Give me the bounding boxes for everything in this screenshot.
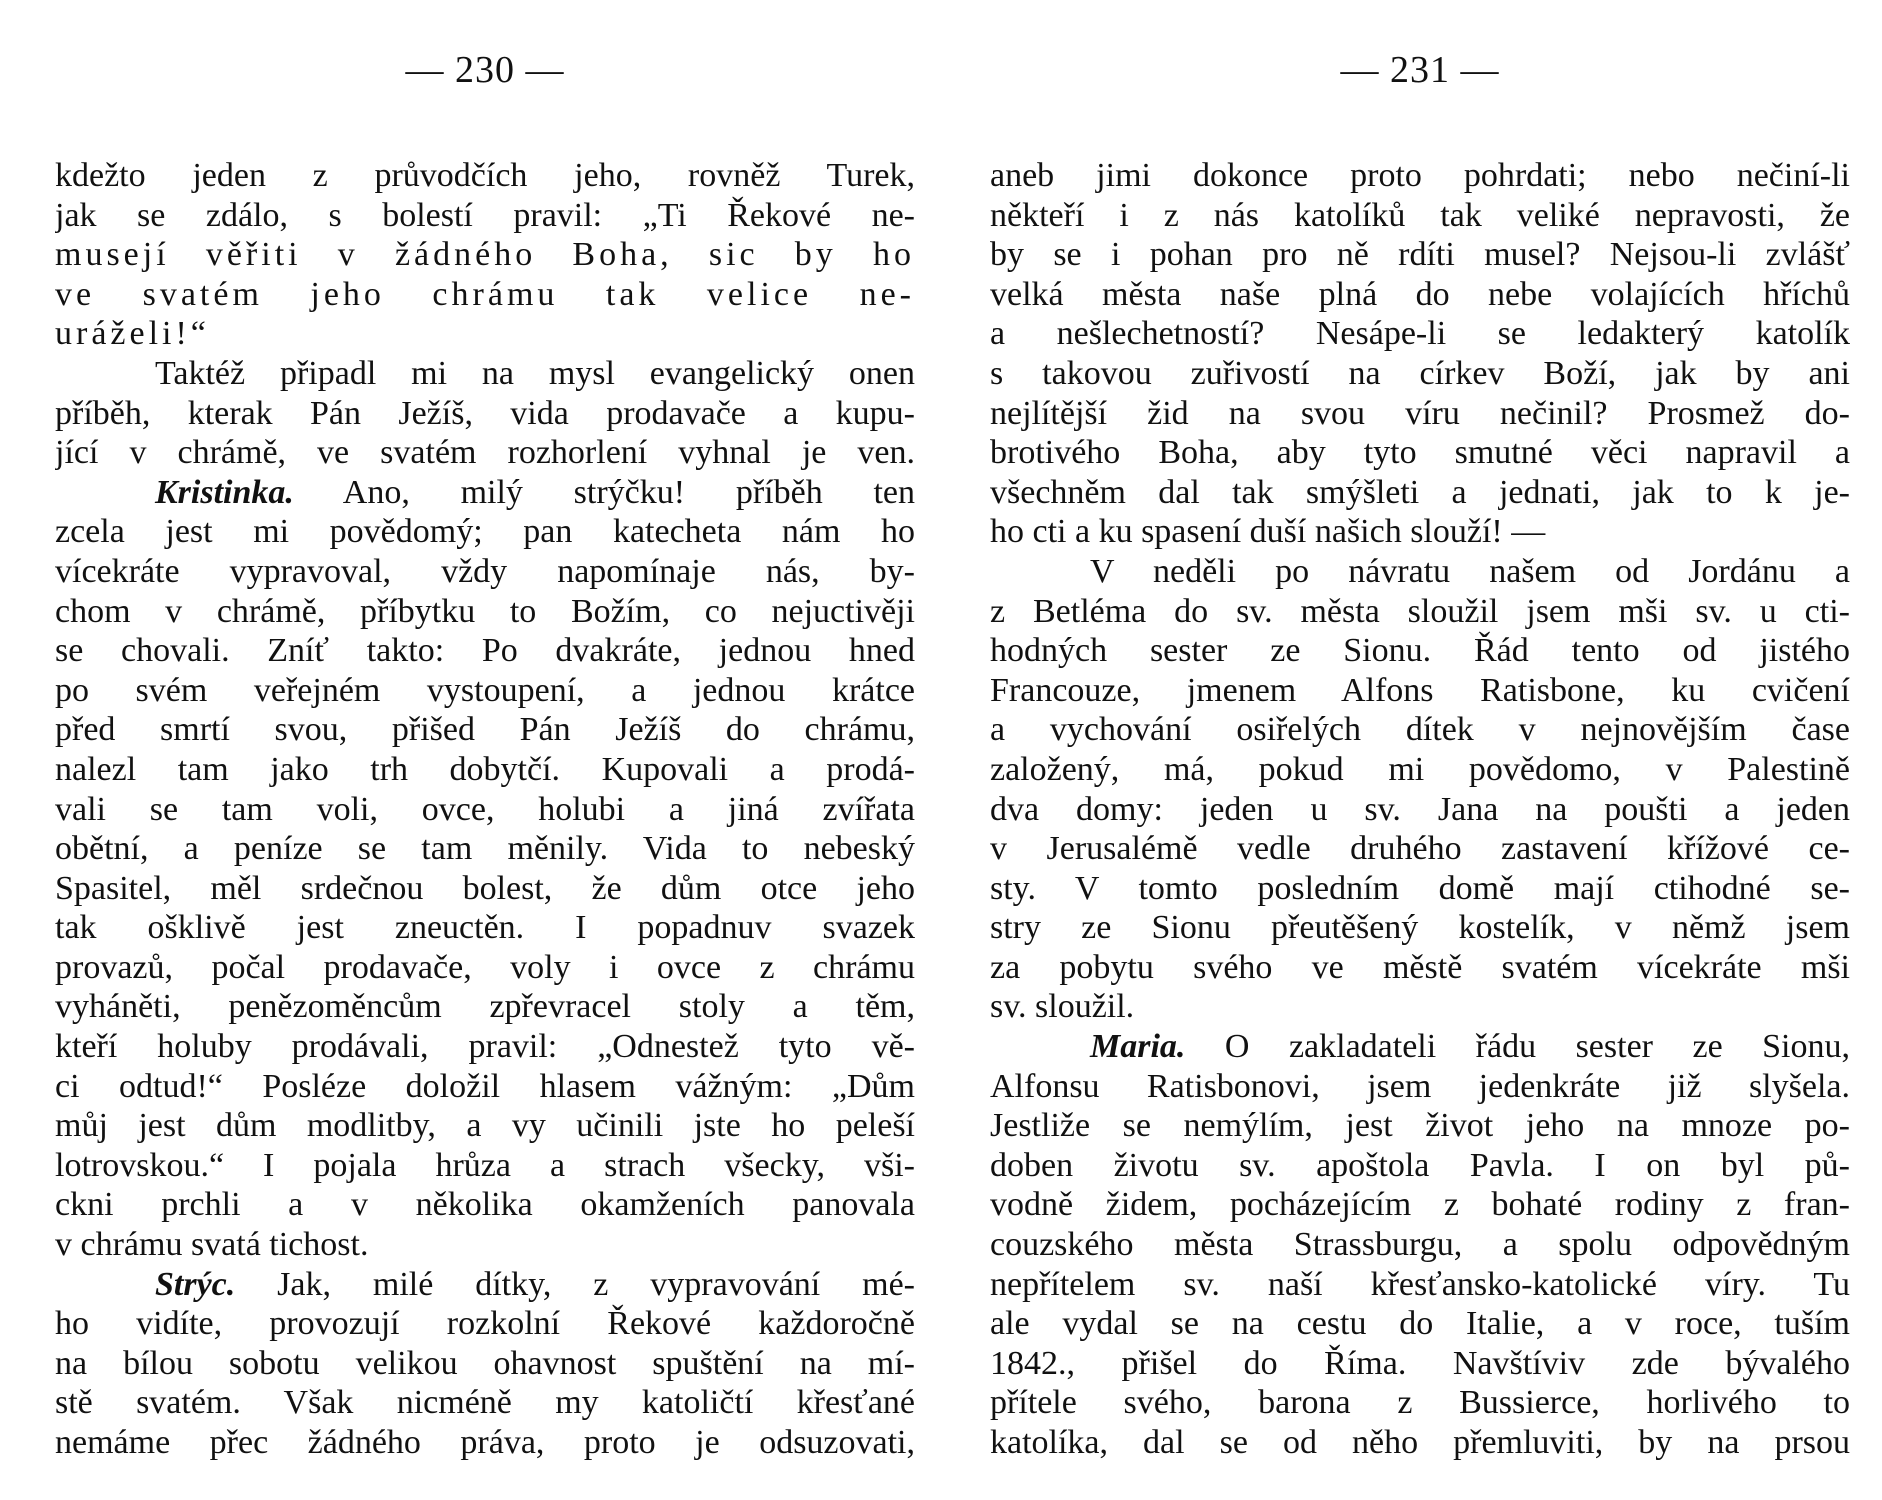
text-line: kdežto jeden z průvodčích jeho, rovněž Turek, xyxy=(55,157,915,194)
text-line: tak ošklivě jest zneuctěn. I popadnuv svazek xyxy=(55,909,915,947)
text-line: se chovali. Zníť takto: Po dvakráte, jednou hned xyxy=(55,632,915,670)
left-page-number: — 230 — xyxy=(405,49,565,91)
text-line: s takovou zuřivostí na církev Boží, jak by ani xyxy=(990,354,1850,392)
text-line: a vychování osiřelých dítek v nejnovějším čase xyxy=(990,711,1850,749)
text-line: brotivého Boha, aby tyto smutné věci napravil a xyxy=(990,434,1850,472)
text-line: provazů, počal prodavače, voly i ovce z chrámu xyxy=(55,948,915,986)
text-line: a nešlechetností? Nesápe-li se ledakterý katolík xyxy=(990,315,1850,353)
text-line: sty. V tomto posledním domě mají ctihodné se- xyxy=(990,869,1850,907)
text-line: stry ze Sionu přeutěšený kostelík, v němž jsem xyxy=(990,909,1850,947)
text-line: v chrámu svatá tichost. xyxy=(55,1226,369,1264)
speaker-line xyxy=(55,473,915,513)
text-line: doben životu sv. apoštola Pavla. I on byl pů- xyxy=(990,1146,1850,1184)
text-line: jak se zdálo, s bolestí pravil: „Ti Řekové ne- xyxy=(55,196,915,234)
text-line: nalezl tam jako trh dobytčí. Kupovali a prodá- xyxy=(55,750,915,788)
text-line: jící v chrámě, ve svatém rozhorlení vyhnal je ven. xyxy=(55,434,915,472)
text-line: po svém veřejném vystoupení, a jednou krátce xyxy=(55,671,915,709)
speaker-line-text: Ano, milý strýčku! příběh ten xyxy=(293,473,915,511)
speaker-line-text: O zakladateli řádu sester ze Sionu, xyxy=(1185,1028,1850,1066)
text-line: založený, má, pokud mi povědomo, v Palestině xyxy=(990,750,1850,788)
text-line: Alfonsu Ratisbonovi, jsem jedenkráte již slyšela. xyxy=(990,1067,1850,1105)
text-line: ckni prchli a v několika okamženích panovala xyxy=(55,1186,915,1224)
text-line: obětní, a peníze se tam měnily. Vida to nebeský xyxy=(55,830,915,868)
text-line: za pobytu svého ve městě svatém vícekráte mši xyxy=(990,948,1850,986)
text-line: ve svatém jeho chrámu tak velice ne- xyxy=(55,275,915,313)
text-line: dva domy: jeden u sv. Jana na poušti a jeden xyxy=(990,790,1850,828)
left-page-text xyxy=(55,156,915,1463)
speaker-line-text: Jak, milé dítky, z vypravování mé- xyxy=(235,1265,915,1303)
text-line: příběh, kterak Pán Ježíš, vida prodavače a kupu- xyxy=(55,394,915,432)
text-line: přítele svého, barona z Bussierce, horlivého to xyxy=(990,1384,1850,1422)
text-line: ho vidíte, provozují rozkolní Řekové každoročně xyxy=(55,1305,915,1343)
right-page-number: — 231 — xyxy=(1340,49,1500,91)
text-line: sv. sloužil. xyxy=(990,988,1135,1026)
text-line: lotrovskou.“ I pojala hrůza a strach všecky, vši- xyxy=(55,1146,915,1184)
text-line: Jestliže se nemýlím, jest život jeho na mnoze po- xyxy=(990,1107,1850,1145)
text-line: uráželi!“ xyxy=(55,315,210,353)
text-line: hodných sester ze Sionu. Řád tento od jistého xyxy=(990,632,1850,670)
text-line: ale vydal se na cestu do Italie, a v roce, tuším xyxy=(990,1305,1850,1343)
text-line: musejí věřiti v žádného Boha, sic by ho xyxy=(55,236,915,274)
text-line: někteří i z nás katolíků tak veliké nepravosti, že xyxy=(990,196,1850,234)
text-line: kteří holuby prodávali, pravil: „Odnestež tyto vě- xyxy=(55,1028,915,1066)
text-line: nepřítelem sv. naší křesťansko-katolické víry. Tu xyxy=(990,1265,1850,1303)
text-line: by se i pohan pro ně rdíti musel? Nejsou-li zvlášť xyxy=(990,236,1850,274)
left-page xyxy=(55,40,915,1463)
text-line: vícekráte vypravoval, vždy napomínaje nás, by- xyxy=(55,552,915,590)
text-line: katolíka, dal se od něho přemluviti, by na prsou xyxy=(990,1424,1850,1461)
text-line: Spasitel, měl srdečnou bolest, že dům otce jeho xyxy=(55,869,915,907)
text-line: ci odtud!“ Posléze doložil hlasem vážným: „Dům xyxy=(55,1067,915,1105)
text-line: vyháněti, penězoměncům zpřevracel stoly a těm, xyxy=(55,988,915,1026)
speaker-line xyxy=(990,1027,1850,1067)
speaker-line xyxy=(55,1265,915,1305)
text-line: vali se tam voli, ovce, holubi a jiná zvířata xyxy=(55,790,915,828)
right-page xyxy=(990,40,1850,1463)
speaker-name: Strýc. xyxy=(155,1265,236,1303)
text-line: nemáme přec žádného práva, proto je odsuzovati, xyxy=(55,1424,915,1461)
text-line: couzského města Strassburgu, a spolu odpovědným xyxy=(990,1226,1850,1264)
text-line: v Jerusalémě vedle druhého zastavení křížové ce- xyxy=(990,830,1850,868)
text-line: V neděli po návratu našem od Jordánu a xyxy=(1090,552,1850,590)
text-line: z Betléma do sv. města sloužil jsem mši sv. u cti- xyxy=(990,592,1850,630)
text-line: Francouze, jmenem Alfons Ratisbone, ku cvičení xyxy=(990,671,1850,709)
text-line: vodně židem, pocházejícím z bohaté rodiny z fran- xyxy=(990,1186,1850,1224)
text-line: 1842., přišel do Říma. Navštíviv zde bývalého xyxy=(990,1344,1850,1382)
speaker-name: Maria. xyxy=(1090,1028,1186,1066)
text-line: na bílou sobotu velikou ohavnost spuštění na mí- xyxy=(55,1344,915,1382)
text-line: před smrtí svou, přišed Pán Ježíš do chrámu, xyxy=(55,711,915,749)
text-line: můj jest dům modlitby, a vy učinili jste ho peleší xyxy=(55,1107,915,1145)
text-line: zcela jest mi povědomý; pan katecheta nám ho xyxy=(55,513,915,551)
text-line: velká města naše plná do nebe volajících hříchů xyxy=(990,275,1850,313)
text-line: Taktéž připadl mi na mysl evangelický onen xyxy=(155,354,915,392)
text-line: všechněm dal tak smýšleti a jednati, jak to k je- xyxy=(990,473,1850,511)
text-line: nejlítější žid na svou víru nečinil? Prosmež do- xyxy=(990,394,1850,432)
text-line: chom v chrámě, příbytku to Božím, co nejuctivěji xyxy=(55,592,915,630)
speaker-name: Kristinka. xyxy=(155,473,294,511)
right-page-text xyxy=(990,156,1850,1463)
text-line: stě svatém. Však nicméně my katoličtí křesťané xyxy=(55,1384,915,1422)
text-line: ho cti a ku spasení duší našich slouží! — xyxy=(990,513,1546,551)
text-line: aneb jimi dokonce proto pohrdati; nebo nečiní-li xyxy=(990,157,1850,194)
